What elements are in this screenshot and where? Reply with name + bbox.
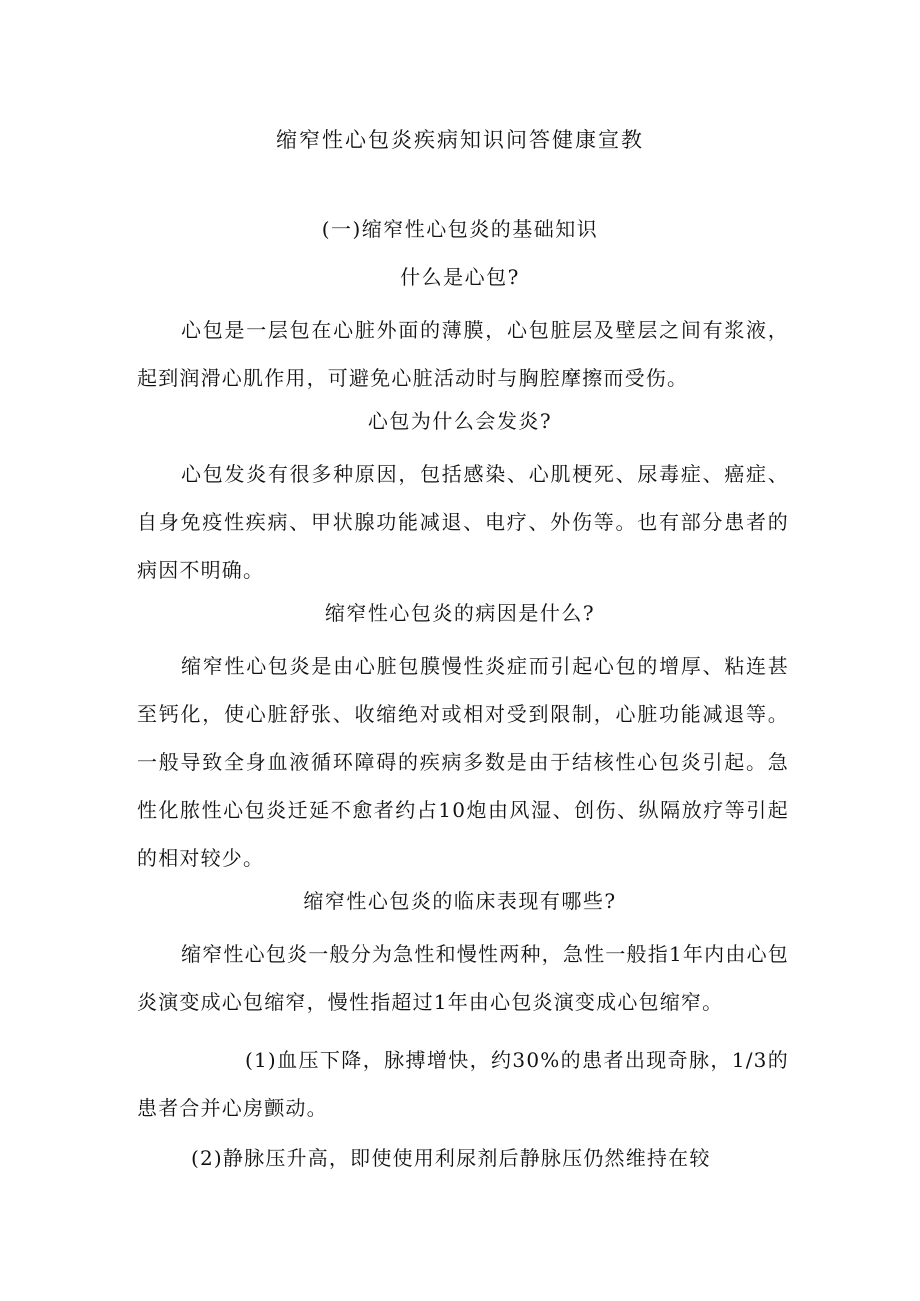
question-what-is-pericardium: 什么是心包? bbox=[400, 265, 520, 289]
answer-what-is-pericardium: 心包是一层包在心脏外面的薄膜，心包脏层及壁层之间有浆液，起到润滑心肌作用，可避免心脏活动时与胸腔摩擦而受伤。 bbox=[137, 318, 789, 390]
answer-clinical-manifestations: 缩窄性心包炎一般分为急性和慢性两种，急性一般指1年内由心包炎演变成心包缩窄，慢性指超过1年由心包炎演变成心包缩窄。 bbox=[137, 942, 789, 1014]
answer-cause: 缩窄性心包炎是由心脏包膜慢性炎症而引起心包的增厚、粘连甚至钙化，使心脏舒张、收缩绝对或相对受到限制，心脏功能减退等。一般导致全身血液循环障碍的疾病多数是由于结核性心包炎引起。急性化脓性心包炎迁延不愈者约占10炮由风湿、创伤、纵隔放疗等引起的相对较少。 bbox=[137, 654, 789, 870]
section-heading: (一)缩窄性心包炎的基础知识 bbox=[321, 217, 599, 241]
document-title: 缩窄性心包炎疾病知识问答健康宣教 bbox=[276, 128, 644, 152]
question-why-inflamed: 心包为什么会发炎? bbox=[367, 409, 553, 433]
answer-why-inflamed: 心包发炎有很多种原因，包括感染、心肌梗死、尿毒症、癌症、自身免疫性疾病、甲状腺功能减退、电疗、外伤等。也有部分患者的病因不明确。 bbox=[137, 462, 789, 582]
symptom-item-1: (1)血压下降，脉搏增快，约30%的患者出现奇脉，1/3的患者合并心房颤动。 bbox=[137, 1048, 789, 1120]
question-cause: 缩窄性心包炎的病因是什么? bbox=[324, 601, 596, 625]
symptom-item-2: (2)静脉压升高，即使使用利尿剂后静脉压仍然维持在较 bbox=[191, 1146, 711, 1170]
question-clinical-manifestations: 缩窄性心包炎的临床表现有哪些? bbox=[303, 889, 617, 913]
